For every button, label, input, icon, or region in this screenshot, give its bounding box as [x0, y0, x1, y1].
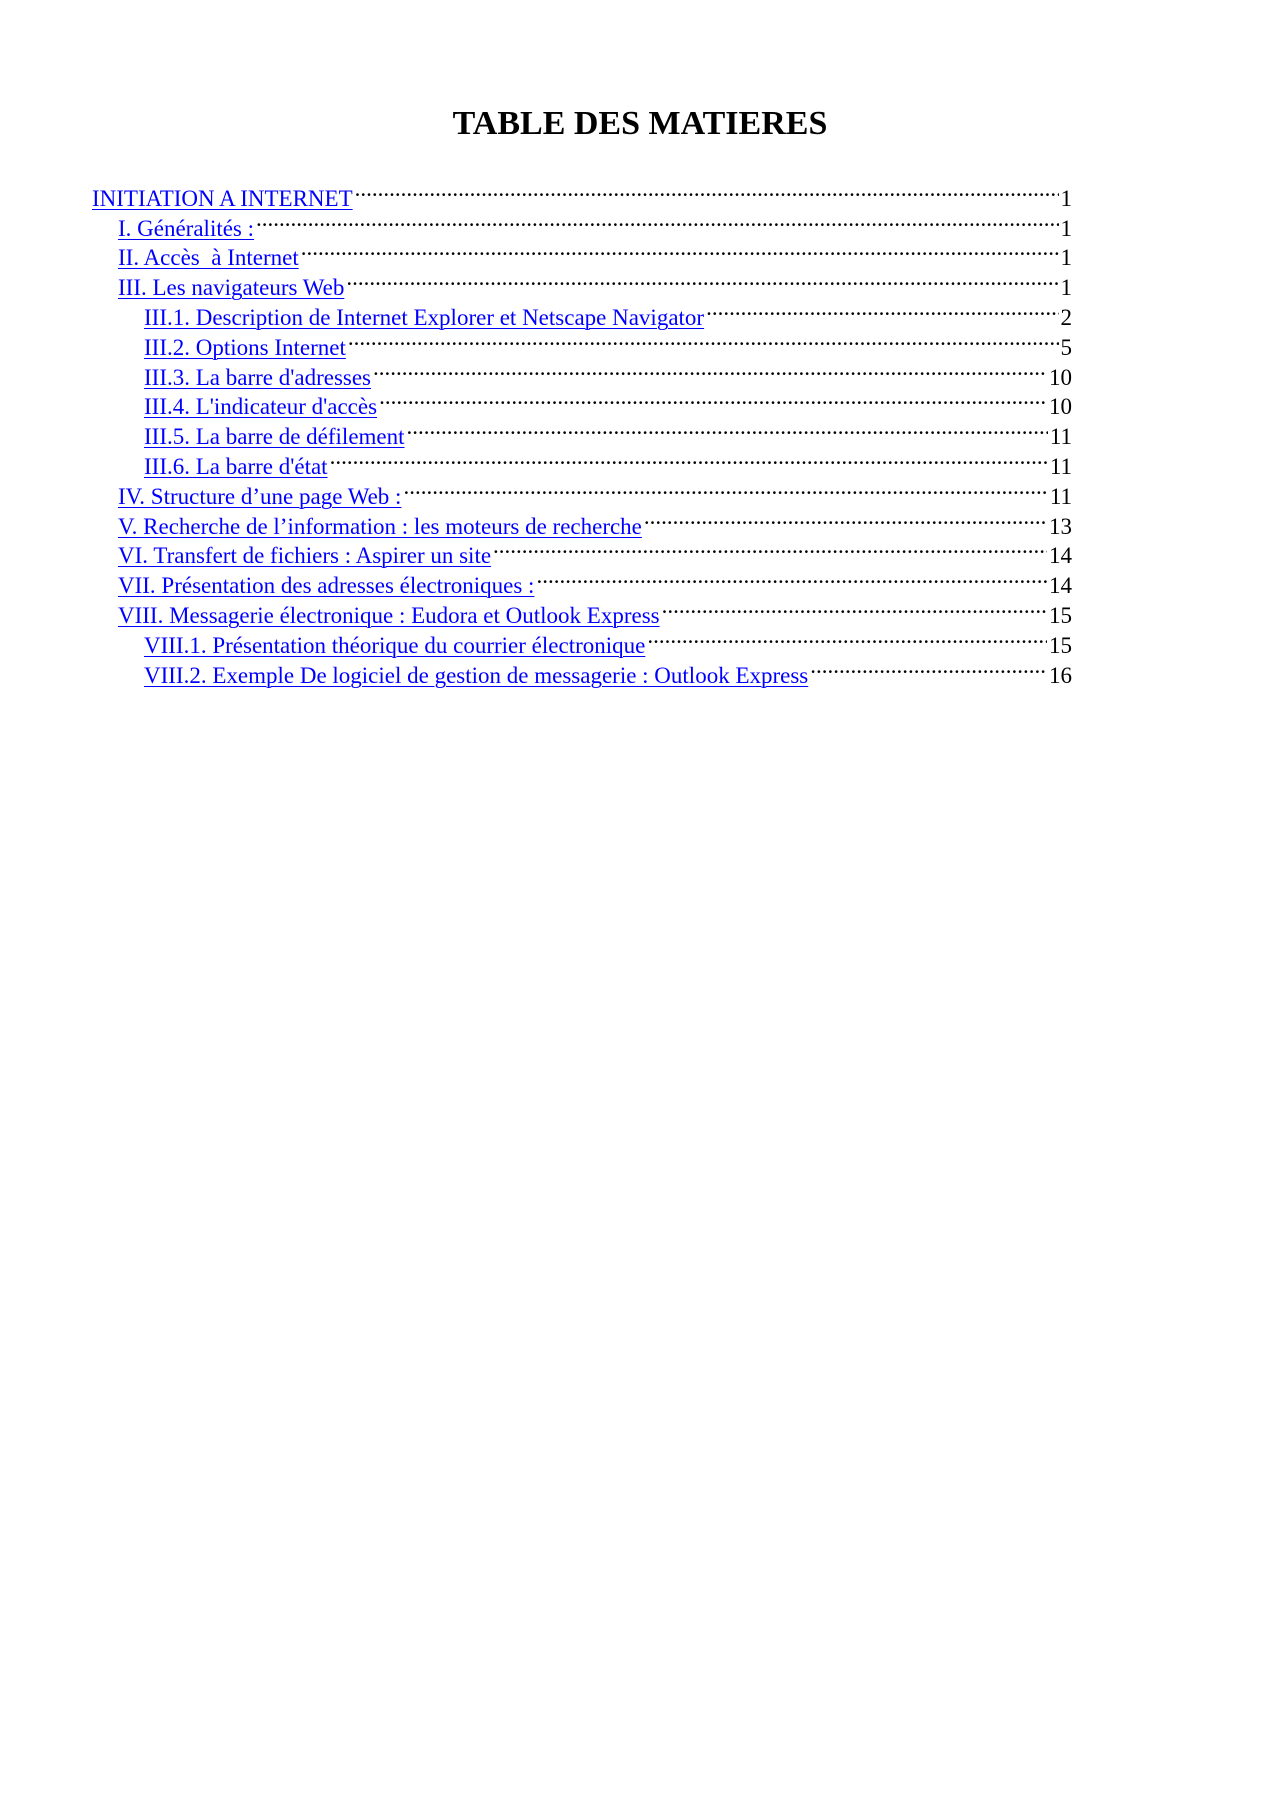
toc-link[interactable]: II. Accès à Internet — [118, 245, 299, 271]
toc-link[interactable]: V. Recherche de l’information : les moteurs de recherche — [118, 513, 642, 539]
toc-leader — [706, 295, 1058, 325]
toc-page-number: 15 — [1049, 602, 1072, 628]
toc-page-number: 1 — [1060, 185, 1072, 211]
toc-leader — [493, 534, 1047, 564]
toc-page-number: 10 — [1049, 364, 1072, 390]
toc-leader — [256, 206, 1058, 236]
toc-leader — [407, 414, 1048, 444]
toc-link[interactable]: III.1. Description de Internet Explorer et Netscape Navigator — [144, 304, 705, 330]
toc-link[interactable]: III.5. La barre de défilement — [144, 424, 405, 450]
toc-leader — [346, 265, 1058, 295]
toc-link[interactable]: VI. Transfert de fichiers : Aspirer un site — [118, 543, 492, 569]
toc-link[interactable]: III.3. La barre d'adresses — [144, 364, 372, 390]
toc-page-number: 11 — [1049, 483, 1072, 509]
toc-entry — [92, 176, 1072, 211]
toc-link[interactable]: VIII.2. Exemple De logiciel de gestion de messagerie : Outlook Express — [144, 662, 809, 688]
toc-page-number: 2 — [1060, 304, 1072, 330]
toc-page-number: 1 — [1060, 215, 1072, 241]
toc-leader — [348, 325, 1059, 355]
page-title: TABLE DES MATIERES — [452, 105, 828, 142]
toc-page-number: 5 — [1060, 334, 1072, 360]
table-of-contents — [92, 176, 1072, 688]
toc-page-number: 14 — [1049, 573, 1072, 599]
toc-page-number: 15 — [1049, 632, 1072, 658]
toc-page-number: 16 — [1049, 662, 1072, 688]
toc-leader — [373, 355, 1047, 385]
toc-link[interactable]: IV. Structure d’une page Web : — [118, 483, 402, 509]
toc-leader — [536, 563, 1047, 593]
toc-page-number: 11 — [1049, 424, 1072, 450]
toc-leader — [644, 504, 1047, 534]
toc-link[interactable]: III.2. Options Internet — [144, 334, 346, 360]
toc-leader — [301, 236, 1059, 266]
toc-page-number: 10 — [1049, 394, 1072, 420]
toc-page-number: 13 — [1049, 513, 1072, 539]
toc-link[interactable]: VII. Présentation des adresses électroniques : — [118, 573, 535, 599]
toc-page-number: 1 — [1060, 245, 1072, 271]
toc-page-number: 14 — [1049, 543, 1072, 569]
toc-link[interactable]: I. Généralités : — [118, 215, 255, 241]
toc-link[interactable]: VIII.1. Présentation théorique du courrier électronique — [144, 632, 646, 658]
toc-link[interactable]: III. Les navigateurs Web — [118, 275, 345, 301]
toc-leader — [662, 593, 1047, 623]
toc-leader — [810, 653, 1047, 683]
toc-link[interactable]: III.6. La barre d'état — [144, 453, 328, 479]
toc-page-number: 11 — [1049, 453, 1072, 479]
toc-link[interactable]: VIII. Messagerie électronique : Eudora et Outlook Express — [118, 602, 660, 628]
toc-leader — [647, 623, 1047, 653]
toc-leader — [330, 444, 1048, 474]
toc-page-number: 1 — [1060, 275, 1072, 301]
toc-leader — [355, 176, 1059, 206]
toc-leader — [403, 474, 1047, 504]
toc-leader — [379, 385, 1047, 415]
toc-link[interactable]: III.4. L'indicateur d'accès — [144, 394, 378, 420]
toc-link[interactable]: INITIATION A INTERNET — [92, 185, 353, 211]
